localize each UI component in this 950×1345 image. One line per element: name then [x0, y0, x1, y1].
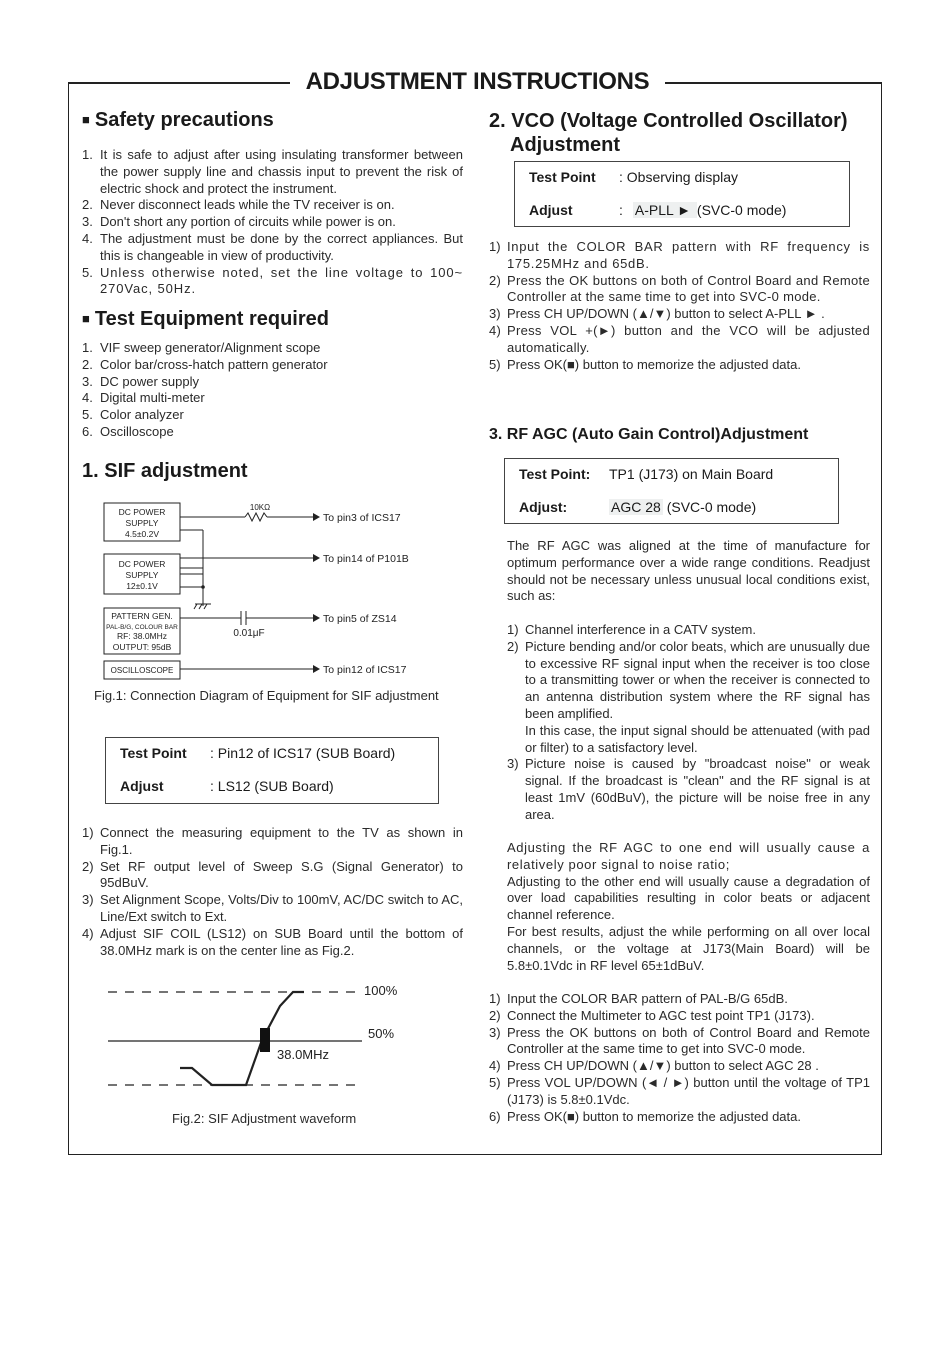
list-item: 4) Adjust SIF COIL (LS12) on SUB Board until the bottom of 38.0MHz mark is on the center line as Fig.2.: [82, 925, 463, 958]
adjust-label: Adjust:: [519, 499, 568, 515]
test-point-value: : Pin12 of ICS17 (SUB Board): [210, 745, 396, 761]
arrow-icon: [313, 614, 320, 622]
list-item: 1) Input the COLOR BAR pattern with RF frequency is 175.25MHz and 65dB.: [489, 239, 870, 271]
list-item: 2. Color bar/cross-hatch pattern generator: [82, 356, 328, 372]
test-point-label: Test Point:: [519, 466, 591, 482]
sif-waveform: [100, 978, 420, 1098]
list-item: 3) Picture noise is caused by "broadcast noise" or weak signal. If the broadcast is "clean" and the RF signal is at least 1mV (60dBuV), the picture will be noise free in any area.: [507, 756, 870, 822]
list-item: 3) Set Alignment Scope, Volts/Div to 100mV, AC/DC switch to AC, Line/Ext switch to Ext.: [82, 892, 463, 924]
list-item: 4. Digital multi-meter: [82, 390, 205, 406]
rfagc-test-box: [504, 458, 839, 524]
page-title: ADJUSTMENT INSTRUCTIONS: [305, 68, 650, 95]
list-item: 1. VIF sweep generator/Alignment scope: [82, 340, 321, 355]
list-item: 4) Press CH UP/DOWN (▲/▼) button to select AGC 28 .: [489, 1058, 819, 1074]
fig1-caption: Fig.1: Connection Diagram of Equipment for SIF adjustment: [94, 688, 439, 703]
rfagc-notes: [507, 840, 870, 974]
sif-test-box: [105, 737, 439, 804]
block-label: PAL-B/G, COLOUR BAR: [106, 624, 178, 631]
rfagc-intro: The RF AGC was aligned at the time of manufacture for optimum performance over a wide range conditions. Readjust should not be necessary unless unusual local conditions exist, such as:: [507, 538, 870, 604]
fig2-caption: Fig.2: SIF Adjustment waveform: [172, 1111, 357, 1126]
block-label: OSCILLOSCOPE: [110, 666, 174, 675]
list-item: 1. It is safe to adjust after using insulating transformer between the power supply line and chassis input to prevent the risk of electric shock and protect the instrument.: [82, 147, 463, 196]
block-label: 12±0.1V: [126, 581, 158, 591]
block-label: PATTERN GEN.: [111, 611, 173, 621]
block-label: SUPPLY: [125, 570, 159, 580]
list-item: 5) Press VOL UP/DOWN (◄ / ►) button until the voltage of TP1 (J173) is 5.8±0.1Vdc.: [489, 1074, 870, 1107]
note-paragraph: Adjusting to the other end will usually cause a degradation of over load capabilities resulting in color beats or adjacent channel reference.: [507, 873, 870, 923]
adjust-value: A-PLL ►: [634, 202, 695, 218]
test-point-label: Test Point: [529, 169, 596, 185]
list-item: 3. Don't short any portion of circuits while power is on.: [82, 214, 396, 230]
target-label: To pin14 of P101B: [323, 553, 409, 565]
adjust-label: Adjust: [529, 202, 573, 218]
arrow-icon: [313, 554, 320, 562]
block-label: DC POWER: [118, 559, 166, 569]
target-label: To pin12 of ICS17: [323, 664, 407, 676]
list-item: 2) Press the OK buttons on both of Control Board and Remote Controller at the same time to get into SVC-0 mode.: [489, 272, 870, 305]
list-item: 5) Press OK(■) button to memorize the adjusted data.: [489, 356, 801, 372]
label-100: 100%: [364, 983, 398, 998]
sif-steps: [82, 825, 463, 959]
list-item: 6. Oscilloscope: [82, 423, 174, 439]
adjust-mode: (SVC-0 mode): [662, 499, 757, 515]
list-item: 6) Press OK(■) button to memorize the adjusted data.: [489, 1108, 801, 1124]
list-item: 3) Press CH UP/DOWN (▲/▼) button to select A-PLL ► .: [489, 306, 825, 322]
test-point-label: Test Point: [120, 745, 187, 761]
marker-label: 38.0MHz: [277, 1047, 330, 1062]
adjust-mode: (SVC-0 mode): [696, 202, 787, 218]
vco-steps: [489, 239, 870, 373]
adjust-value: : LS12 (SUB Board): [210, 778, 334, 794]
block-label: 4.5±0.2V: [125, 529, 159, 539]
list-item: 2) Connect the Multimeter to AGC test point TP1 (J173).: [489, 1007, 815, 1023]
adjust-colon: :: [619, 202, 623, 218]
arrow-icon: [313, 513, 320, 521]
connection-diagram: [95, 498, 435, 684]
list-item: 4. The adjustment must be done by the correct appliances. But this is changeable in view of productivity.: [82, 230, 463, 263]
note-paragraph: For best results, adjust the while performing on all over local channels, or the voltage at J173(Main Board) will be 5.8±0.1Vdc in RF level 65±1dBuV.: [507, 923, 870, 973]
frequency-marker: [260, 1028, 270, 1052]
target-label: To pin5 of ZS14: [323, 613, 397, 625]
list-item: 4) Press VOL +(►) button and the VCO will be adjusted automatically.: [489, 322, 870, 355]
block-label: DC POWER: [118, 507, 166, 517]
adjust-value: AGC 28: [611, 499, 661, 515]
adjust-label: Adjust: [120, 778, 164, 794]
block-label: OUTPUT: 95dB: [112, 642, 172, 652]
label-50: 50%: [368, 1026, 395, 1041]
list-item: 3) Press the OK buttons on both of Control Board and Remote Controller at the same time to get into SVC-0 mode.: [489, 1024, 870, 1057]
rfagc-heading: 3. RF AGC (Auto Gain Control)Adjustment: [489, 426, 809, 443]
block-label: RF: 38.0MHz: [116, 631, 168, 641]
block-label: SUPPLY: [125, 518, 159, 528]
note-paragraph: Adjusting the RF AGC to one end will usually cause a relatively poor signal to noise ratio;: [507, 840, 870, 872]
capacitor-label: 0.01μF: [233, 628, 265, 639]
list-item: 1) Channel interference in a CATV system.: [507, 622, 756, 637]
equipment-heading: ■ Test Equipment required: [82, 308, 329, 330]
vco-heading: 2. VCO (Voltage Controlled Oscillator) Adjustment: [489, 110, 848, 156]
target-label: To pin3 of ICS17: [323, 512, 401, 524]
rfagc-conditions: [507, 622, 870, 824]
test-point-value: TP1 (J173) on Main Board: [609, 466, 774, 482]
list-item: 2) Set RF output level of Sweep S.G (Signal Generator) to 95dBuV.: [82, 858, 463, 891]
vco-test-box: [514, 161, 850, 227]
rfagc-steps: [489, 991, 870, 1125]
list-item: 2) Picture bending and/or color beats, which are unusually due to excessive RF signal input when the receiver is too close to a transmitting tower or when the receiver is connected to an antenna distribution system where the RF signal has been amplified. In this case, the input signal should be attenuated (with pad or filter) to a satisfactory level.: [507, 638, 870, 755]
test-point-value: : Observing display: [619, 169, 739, 185]
list-item: 2. Never disconnect leads while the TV receiver is on.: [82, 197, 395, 213]
list-item: 5. Color analyzer: [82, 407, 184, 423]
response-curve: [180, 992, 304, 1085]
list-item: 3. DC power supply: [82, 373, 199, 389]
safety-list: [82, 147, 463, 298]
sif-heading: 1. SIF adjustment: [82, 460, 248, 482]
list-item: 1) Connect the measuring equipment to the TV as shown in Fig.1.: [82, 825, 463, 857]
list-item: 5. Unless otherwise noted, set the line voltage to 100~ 270Vac, 50Hz.: [82, 264, 463, 297]
safety-heading: ■ Safety precautions: [82, 109, 274, 131]
resistor-symbol: [245, 513, 267, 521]
equipment-list: [82, 340, 463, 441]
list-item: 1) Input the COLOR BAR pattern of PAL-B/G 65dB.: [489, 991, 788, 1006]
resistor-label: 10KΩ: [249, 503, 271, 512]
arrow-icon: [313, 665, 320, 673]
